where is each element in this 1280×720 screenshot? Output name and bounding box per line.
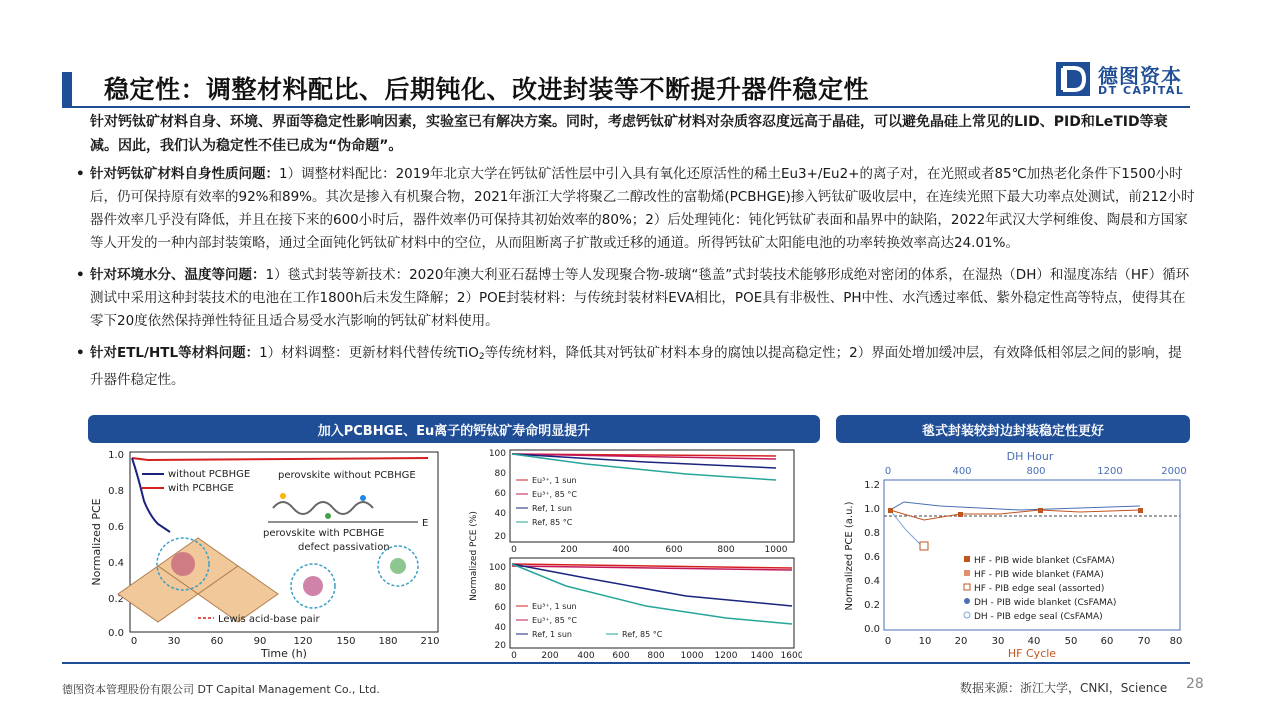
bullet-heading: 针对ETL/HTL等材料问题： (90, 345, 260, 361)
intro-paragraph: 针对钙钛矿材料自身、环境、界面等稳定性影响因素，实验室已有解决方案。同时，考虑钙钛矿材料对杂质容忍度远高于晶硅，可以避免晶硅上常见的LID、PID和LeTID等衰减。因此，我们认为稳定性不佳已成为“伪命题”。 (90, 114, 1168, 154)
fig2-top-legend-3: Ref, 85 °C (532, 518, 573, 527)
page-title: 稳定性：调整材料配比、后期钝化、改进封装等不断提升器件稳定性 (104, 75, 870, 104)
bullet-environment (76, 264, 1195, 333)
fig2-bottom-legend-3: Ref, 85 °C (622, 630, 663, 639)
svg-text:0: 0 (884, 636, 892, 647)
bullet-heading: 针对钙钛矿材料自身性质问题： (90, 166, 279, 182)
svg-text:400: 400 (612, 545, 630, 555)
svg-text:1.0: 1.0 (108, 450, 124, 461)
bullet-text-a: 1）材料调整：更新材料代替传统TiO (259, 345, 479, 361)
footer-company: 德图资本管理股份有限公司 DT Capital Management Co., Ltd. (62, 683, 380, 696)
figure-pcbhge-graphic (88, 446, 448, 660)
svg-text:200: 200 (541, 651, 559, 660)
svg-text:100: 100 (488, 449, 506, 459)
svg-text:400: 400 (952, 466, 972, 477)
footer-source: 数据来源：浙江大学，CNKI，Science (960, 681, 1168, 695)
fig2-top-legend-2: Ref, 1 sun (532, 504, 572, 513)
fig3-legend-4: DH - PIB edge seal (CsFAMA) (974, 612, 1103, 622)
svg-text:80: 80 (494, 469, 506, 479)
logo-en-text: DT CAPITAL (1098, 84, 1185, 97)
svg-text:0.8: 0.8 (108, 486, 124, 497)
company-logo (1056, 60, 1216, 100)
fig1-legend-with: with PCBHGE (168, 483, 234, 494)
svg-text:800: 800 (717, 545, 735, 555)
svg-text:1200: 1200 (1097, 466, 1123, 477)
fig2-bottom-legend-1: Eu³⁺, 85 °C (532, 616, 577, 625)
svg-text:0.6: 0.6 (108, 522, 124, 533)
svg-text:0.4: 0.4 (108, 558, 124, 569)
svg-text:800: 800 (1026, 466, 1046, 477)
fig2-bottom-legend-2: Ref, 1 sun (532, 630, 572, 639)
svg-text:60: 60 (494, 489, 506, 499)
svg-text:60: 60 (1100, 636, 1114, 647)
svg-text:0.2: 0.2 (864, 600, 880, 611)
svg-text:0: 0 (511, 545, 517, 555)
fig1-label-lewis: Lewis acid-base pair (218, 614, 320, 625)
fig3-legend-0: HF - PIB wide blanket (CsFAMA) (974, 556, 1115, 566)
svg-text:1600: 1600 (780, 651, 802, 660)
title-accent-bar (62, 72, 72, 108)
svg-text:20: 20 (494, 641, 506, 651)
svg-text:80: 80 (1169, 636, 1183, 647)
svg-text:10: 10 (918, 636, 932, 647)
figure-banner-left: 加入PCBHGE、Eu离子的钙钛矿寿命明显提升 (88, 415, 820, 443)
svg-text:0: 0 (130, 636, 138, 647)
svg-text:30: 30 (991, 636, 1005, 647)
svg-text:0.0: 0.0 (864, 624, 880, 635)
svg-text:0.8: 0.8 (864, 528, 880, 539)
bullet-text: 1）调整材料配比：2019年北京大学在钙钛矿活性层中引入具有氧化还原活性的稀土Eu3+/Eu2+的离子对，在光照或者85℃加热老化条件下1500小时后，仍可保持原有效率的92%和89%。其次是掺入有机聚合物，2021年浙江大学将聚乙二醇改性的富勒烯(PCBHGE)掺入钙钛矿吸收层中，在连续光照下最大功率点处测试，前212小时器件效率几乎没有降低，并且在接下来的600小时后，器件效率仍可保持其初始效率的80%；2）后处理钝化：钝化钙钛矿表面和晶界中的缺陷，2022年武汉大学柯维俊、陶晨和方国家等人开发的一种内部封装策略，通过全面钝化钙钛矿材料中的空位，从而阻断离子扩散或迁移的通道。所得钙钛矿太阳能电池的功率转换效率高达24.01%。 (90, 166, 1195, 251)
svg-text:2000: 2000 (1161, 466, 1187, 477)
fig3-ylabel: Normalized PCE (a.u.) (844, 501, 855, 611)
svg-text:200: 200 (560, 545, 578, 555)
fig3-legend-3: DH - PIB wide blanket (CsFAMA) (974, 598, 1117, 608)
svg-text:150: 150 (336, 636, 356, 647)
svg-text:1400: 1400 (750, 651, 774, 660)
svg-text:80: 80 (494, 583, 506, 593)
svg-text:50: 50 (1064, 636, 1078, 647)
page-number: 28 (1186, 676, 1204, 692)
svg-text:20: 20 (494, 532, 506, 542)
svg-text:70: 70 (1137, 636, 1151, 647)
svg-text:60: 60 (210, 636, 224, 647)
bullet-material (76, 163, 1195, 255)
fig2-bottom-legend-0: Eu³⁺, 1 sun (532, 602, 577, 611)
svg-text:100: 100 (488, 563, 506, 573)
svg-text:600: 600 (612, 651, 630, 660)
svg-text:0: 0 (511, 651, 517, 660)
svg-text:1000: 1000 (764, 545, 788, 555)
bullet-text-b: 等传统材料，降低其对钙钛矿材料本身的腐蚀以提高稳定性；2）界面处增加缓冲层，有效降低相邻层之间的影响，提升器件稳定性。 (90, 345, 1182, 388)
title-divider (62, 106, 1190, 108)
svg-text:90: 90 (253, 636, 267, 647)
svg-text:1000: 1000 (680, 651, 704, 660)
svg-text:60: 60 (494, 603, 506, 613)
bullet-dot: • (76, 345, 85, 361)
svg-text:0.2: 0.2 (108, 594, 124, 605)
subscript: 2 (478, 352, 485, 362)
bullet-interface (76, 342, 1195, 392)
fig1-label-e: E (422, 518, 429, 529)
bullet-text: 1）毯式封装等新技术：2020年澳大利亚石磊博士等人发现聚合物-玻璃“毯盖”式封装技术能够形成绝对密闭的体系，在湿热（DH）和湿度冻结（HF）循环测试中采用这种封装技术的电池在工作1800h后未发生降解；2）POE封装材料：与传统封装材料EVA相比，POE具有非极性、PH中性、水汽透过率低、紫外稳定性高等特点，使得其在零下20度依然保持弹性特征且适合易受水汽影响的钙钛矿材料使用。 (90, 267, 1190, 329)
svg-text:0.4: 0.4 (864, 576, 880, 587)
svg-text:600: 600 (665, 545, 683, 555)
figure-blanket-seal-graphic (840, 446, 1190, 660)
fig3-top-title: DH Hour (1006, 450, 1054, 463)
logo-cn-text: 德图资本 (1098, 64, 1182, 88)
svg-text:1200: 1200 (714, 651, 738, 660)
fig2-ylabel: Normalized PCE (%) (469, 511, 479, 601)
logo-mark (1056, 62, 1090, 96)
svg-text:30: 30 (167, 636, 181, 647)
svg-text:0.0: 0.0 (108, 628, 124, 639)
fig2-top-legend-0: Eu³⁺, 1 sun (532, 476, 577, 485)
logo-d-icon (1056, 62, 1090, 96)
svg-text:180: 180 (378, 636, 398, 647)
figure-blanket-seal (840, 446, 1190, 660)
svg-text:400: 400 (577, 651, 595, 660)
figure-eu-ion (466, 446, 802, 660)
bullet-dot: • (76, 267, 85, 283)
bullet-list (76, 163, 1195, 401)
fig3-legend-1: HF - PIB wide blanket (FAMA) (974, 570, 1104, 580)
figure-eu-ion-graphic (466, 446, 802, 660)
svg-text:210: 210 (420, 636, 440, 647)
bullet-dot: • (76, 166, 85, 182)
fig1-legend-without: without PCBHGE (168, 469, 251, 480)
svg-text:120: 120 (293, 636, 313, 647)
svg-text:40: 40 (1027, 636, 1041, 647)
figure-pcbhge (88, 446, 448, 660)
svg-text:1.2: 1.2 (864, 480, 880, 491)
fig1-label-mid: perovskite with PCBHGE (263, 528, 385, 539)
fig1-label-top: perovskite without PCBHGE (278, 470, 416, 481)
footer-divider (62, 662, 1190, 664)
svg-text:0.6: 0.6 (864, 552, 880, 563)
svg-text:20: 20 (954, 636, 968, 647)
figure-banner-right: 毯式封装较封边封装稳定性更好 (836, 415, 1190, 443)
fig3-xlabel: HF Cycle (1007, 647, 1057, 660)
svg-text:0: 0 (884, 466, 892, 477)
fig1-xlabel: Time (h) (261, 647, 307, 660)
fig1-ylabel: Normalized PCE (90, 498, 103, 586)
svg-text:40: 40 (494, 623, 506, 633)
svg-text:800: 800 (647, 651, 665, 660)
bullet-heading: 针对环境水分、温度等问题： (90, 267, 266, 283)
fig2-top-legend-1: Eu³⁺, 85 °C (532, 490, 577, 499)
svg-text:1.0: 1.0 (864, 504, 880, 515)
svg-text:40: 40 (494, 509, 506, 519)
fig1-label-defect: defect passivation (298, 542, 390, 553)
fig3-legend-2: HF - PIB edge seal (assorted) (974, 584, 1105, 594)
